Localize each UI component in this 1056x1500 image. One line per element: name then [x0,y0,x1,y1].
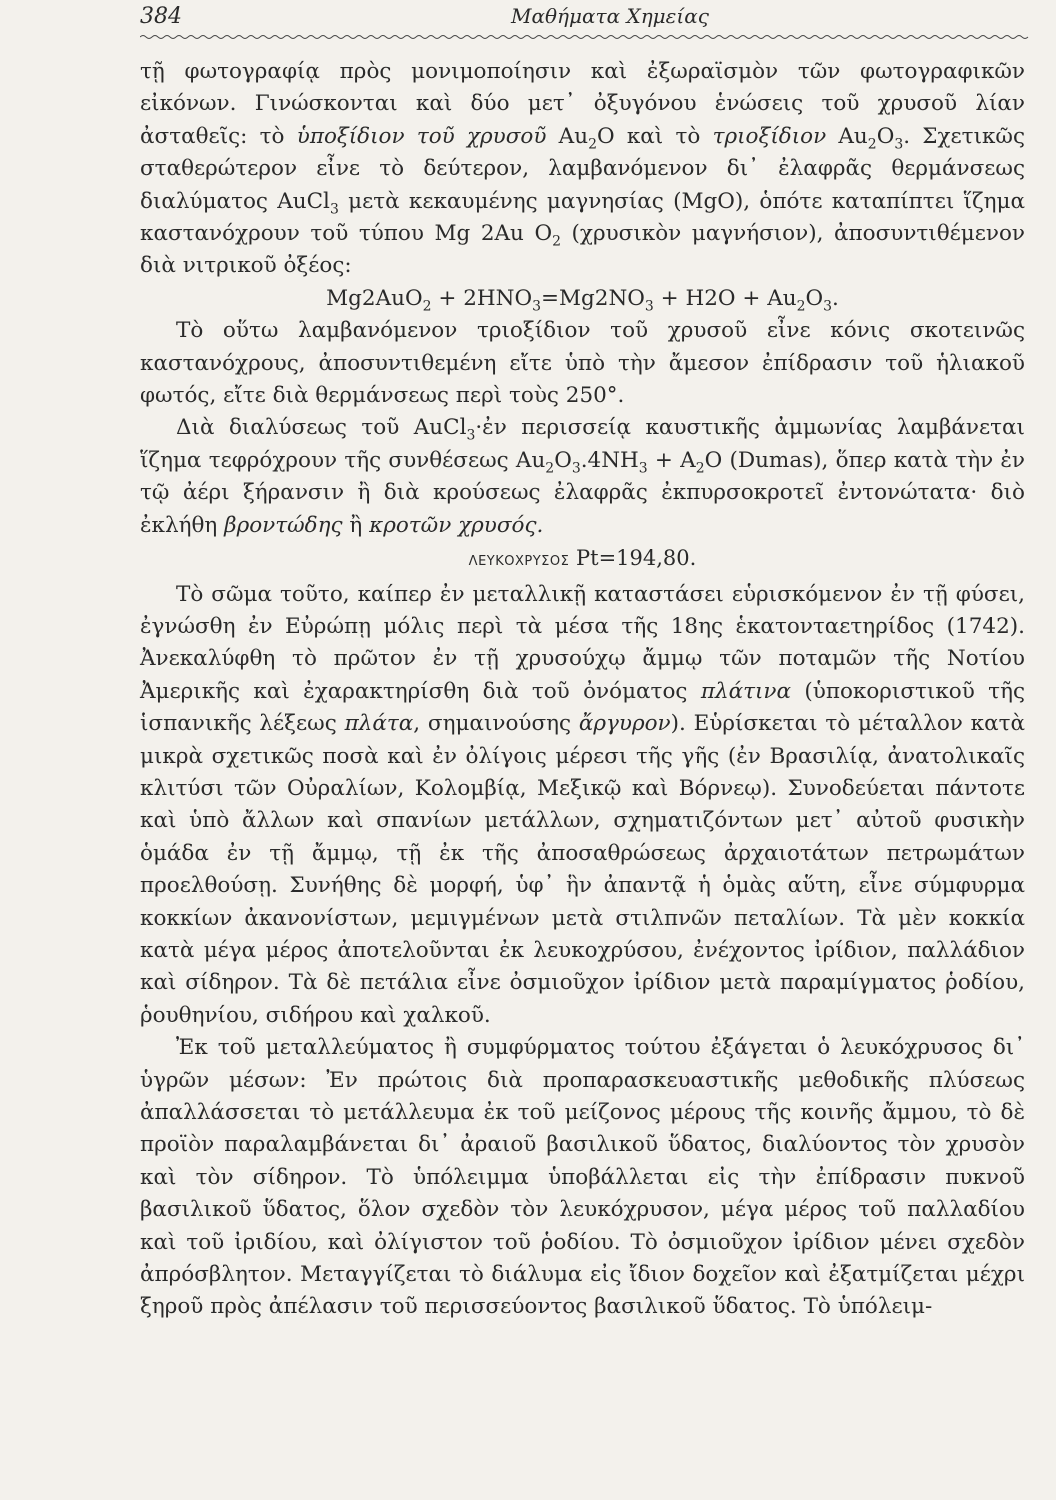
subscript: 2 [545,460,555,477]
italic-term: κροτῶν χρυσός. [369,512,544,538]
text-run: . Σχετικῶς σταθερώτερον εἶνε τὸ δεύτερον, λαμβανόμενον δι᾽ ἐλαφρᾶς θερμάνσεως διαλύματος AuCl [140,123,1026,214]
subscript: 2 [796,298,806,315]
text-run: + 2HNO [431,285,533,311]
text-run: O (Dumas), ὅπερ κατὰ τὴν ἐν τῷ ἀέρι ξήρανσιν ἢ διὰ κρούσεως ἐλαφρᾶς ἐκπυρσοκροτεῖ ἐντονώτατα· διὸ ἐκλήθη [140,447,1025,538]
subscript: 3 [638,460,648,477]
text-run: Au [546,123,589,149]
text-run: .4NH [580,447,639,473]
italic-term: πλάτα [344,711,414,737]
subscript: 3 [894,136,904,153]
italic-term: πλάτινα [700,678,792,704]
paragraph-platinum-occurrence [140,579,1025,1033]
subscript: 2 [552,233,561,250]
text-run: . [832,285,839,311]
text-run: O [876,123,895,149]
subscript: 2 [867,136,877,153]
subscript: 3 [571,460,581,477]
subscript: 2 [695,460,705,477]
subscript: 3 [823,298,832,315]
body-text [140,56,1025,1324]
text-run: O [554,447,572,473]
header-wavy-rule [140,34,1030,40]
running-title: Μαθήματα Χημείας [511,4,709,28]
subscript: 3 [466,427,476,444]
section-heading-platinum [140,542,1025,578]
text-run: Ἐκ τοῦ μεταλλεύματος ἢ συμφύρματος τούτου ἐξάγεται ὁ λευκόχρυσος δι᾽ ὑγρῶν μέσων: Ἐν πρώτοις διὰ προπαρασκευαστικῆς μεθοδικῆς πλύσεως ἀπαλλάσσεται τὸ μετάλλευμα ἐκ τοῦ μείζονος μέρους τῆς κοινῆς ἄμμου, τὸ δὲ προϊὸν παραλαμβάνεται δι᾽ ἀραιοῦ βασιλικοῦ ὕδατος, διαλύοντος τὸν χρυσὸν καὶ τὸν σίδηρον. Τὸ ὑπόλειμμα ὑποβάλλεται εἰς τὴν ἐπίδρασιν πυκνοῦ βασιλικοῦ ὕδατος, ὅλον σχεδὸν τὸν λευκόχρυσον, μέγα μέρος τοῦ παλλαδίου καὶ τοῦ ἰριδίου, καὶ ὀλίγιστον τοῦ ῥοδίου. Τὸ ὀσμιοῦχον ἰρίδιον μένει σχεδὸν ἀπρόσβλητον. Μεταγγίζεται τὸ διάλυμα εἰς ἴδιον δοχεῖον καὶ ἐξατμίζεται μέχρι ξηροῦ πρὸς ἀπέλασιν τοῦ περισσεύοντος βασιλικοῦ ὕδατος. Τὸ ὑπόλειμ- [140,1035,1025,1320]
paragraph-fulminating-gold [140,412,1025,542]
italic-term: ἄργυρον [578,711,671,737]
page-header [140,4,1036,34]
page-number: 384 [140,4,182,29]
text-run: + H2O + Au [653,285,797,311]
italic-term: τριοξίδιον [712,123,827,149]
italic-term: ὑποξίδιον τοῦ χρυσοῦ [296,123,547,149]
paragraph-gold-trioxide [140,315,1025,412]
subscript: 3 [329,200,339,217]
text-run: (ὑποκοριστικοῦ τῆς ἱσπανικῆς λέξεως [140,678,1025,737]
italic-term: βροντώδης [224,512,343,538]
text-run: (χρυσικὸν μαγνήσιον), ἀποσυντιθέμενον διὰ νιτρικοῦ ὀξέος: [140,221,1025,279]
text-run: μετὰ κεκαυμένης μαγνησίας (MgO), ὁπότε καταπίπτει ἵζημα καστανόχρουν τοῦ τύπου Mg 2Au O [140,188,1025,247]
text-run: O [805,285,824,311]
text-run: Τὸ οὕτω λαμβανόμενον τριοξίδιον τοῦ χρυσοῦ εἶνε κόνις σκοτεινῶς καστανόχρους, ἀποσυντιθεμένη εἴτε ὑπὸ τὴν ἄμεσον ἐπίδρασιν τοῦ ἡλιακοῦ φωτός, εἴτε διὰ θερμάνσεως περὶ τοὺς 250°. [140,318,1025,409]
equation-magnesium-aurate [140,283,1025,315]
text-run: τῇ φωτογραφίᾳ πρὸς μονιμοποίησιν καὶ ἐξωραϊσμὸν τῶν φωτογραφικῶν εἰκόνων. Γινώσκονται καὶ δύο μετ᾽ ὀξυγόνου ἑνώσεις τοῦ χρυσοῦ λίαν ἀσταθεῖς: τὸ [140,59,1025,149]
text-run: Τὸ σῶμα τοῦτο, καίπερ ἐν μεταλλικῇ καταστάσει εὑρισκόμενον ἐν τῇ φύσει, ἐγνώσθη ἐν Εὐρώπῃ μόλις περὶ τὰ μέσα τῆς 18ης ἑκατονταετηρίδος (1742). Ἀνεκαλύφθη τὸ πρῶτον ἐν τῇ χρυσούχῳ ἄμμῳ τῶν ποταμῶν τῆς Νοτίου Ἀμερικῆς καὶ ἐχαρακτηρίσθη διὰ τοῦ ὀνόματος [140,581,1025,704]
text-run: Au [826,123,868,149]
text-run: Mg2AuO [326,285,423,311]
text-run: Pt=194,80. [569,546,697,571]
text-run: Διὰ διαλύσεως τοῦ AuCl [176,415,467,441]
paragraph-platinum-extraction [140,1032,1025,1324]
text-run: ·ἐν περισσείᾳ καυστικῆς ἀμμωνίας λαμβάνεται ἵζημα τεφρόχρουν τῆς συνθέσεως Au [140,415,1025,473]
subscript: 2 [588,136,597,153]
text-run: , σημαινούσης [413,711,579,737]
text-run: ). Εὑρίσκεται τὸ μέταλλον κατὰ μικρὰ σχετικῶς ποσὰ καὶ ἐν ὀλίγοις μέρεσι τῆς γῆς (ἐν Βρασιλίᾳ, ἀνατολικαῖς κλιτύσι τῶν Οὐραλίων, Κολομβίᾳ, Μεξικῷ καὶ Βόρνεῳ). Συνοδεύεται πάντοτε καὶ ὑπὸ ἄλλων καὶ σπανίων μετάλλων, σχηματιζόντων μετ᾽ αὐτοῦ φυσικὴν ὁμάδα ἐν τῇ ἄμμῳ, τῇ ἐκ τῆς ἀποσαθρώσεως ἀρχαιοτάτων πετρωμάτων προελθούσῃ. Συνήθης δὲ μορφή, ὑφ᾽ ἣν ἀπαντᾷ ἡ ὁμὰς αὕτη, εἶνε σύμφυρμα κοκκίων ἀκανονίστων, μεμιγμένων μετὰ στιλπνῶν πεταλίων. Τὰ μὲν κοκκία κατὰ μέγα μέρος ἀποτελοῦνται ἐκ λευκοχρύσου, ἐνέχοντος ἰρίδιον, παλλάδιον καὶ σίδηρον. Τὰ δὲ πετάλια εἶνε ὀσμιοῦχον ἰρίδιον μετὰ παραμίγματος ῥοδίου, ῥουθηνίου, σιδήρου καὶ χαλκοῦ. [140,711,1026,1028]
subscript: 2 [422,298,432,315]
paragraph-gold-oxides [140,56,1025,283]
subscript: 3 [644,298,654,315]
text-run: O καὶ τὸ [596,123,713,149]
subscript: 3 [532,298,541,315]
text-run: ἢ [342,512,370,538]
text-run: + A [647,447,696,473]
text-run: =Mg2NO [540,285,645,311]
heading-title: ΛΕΥΚΟΧΡΥΣΟΣ [468,554,570,570]
